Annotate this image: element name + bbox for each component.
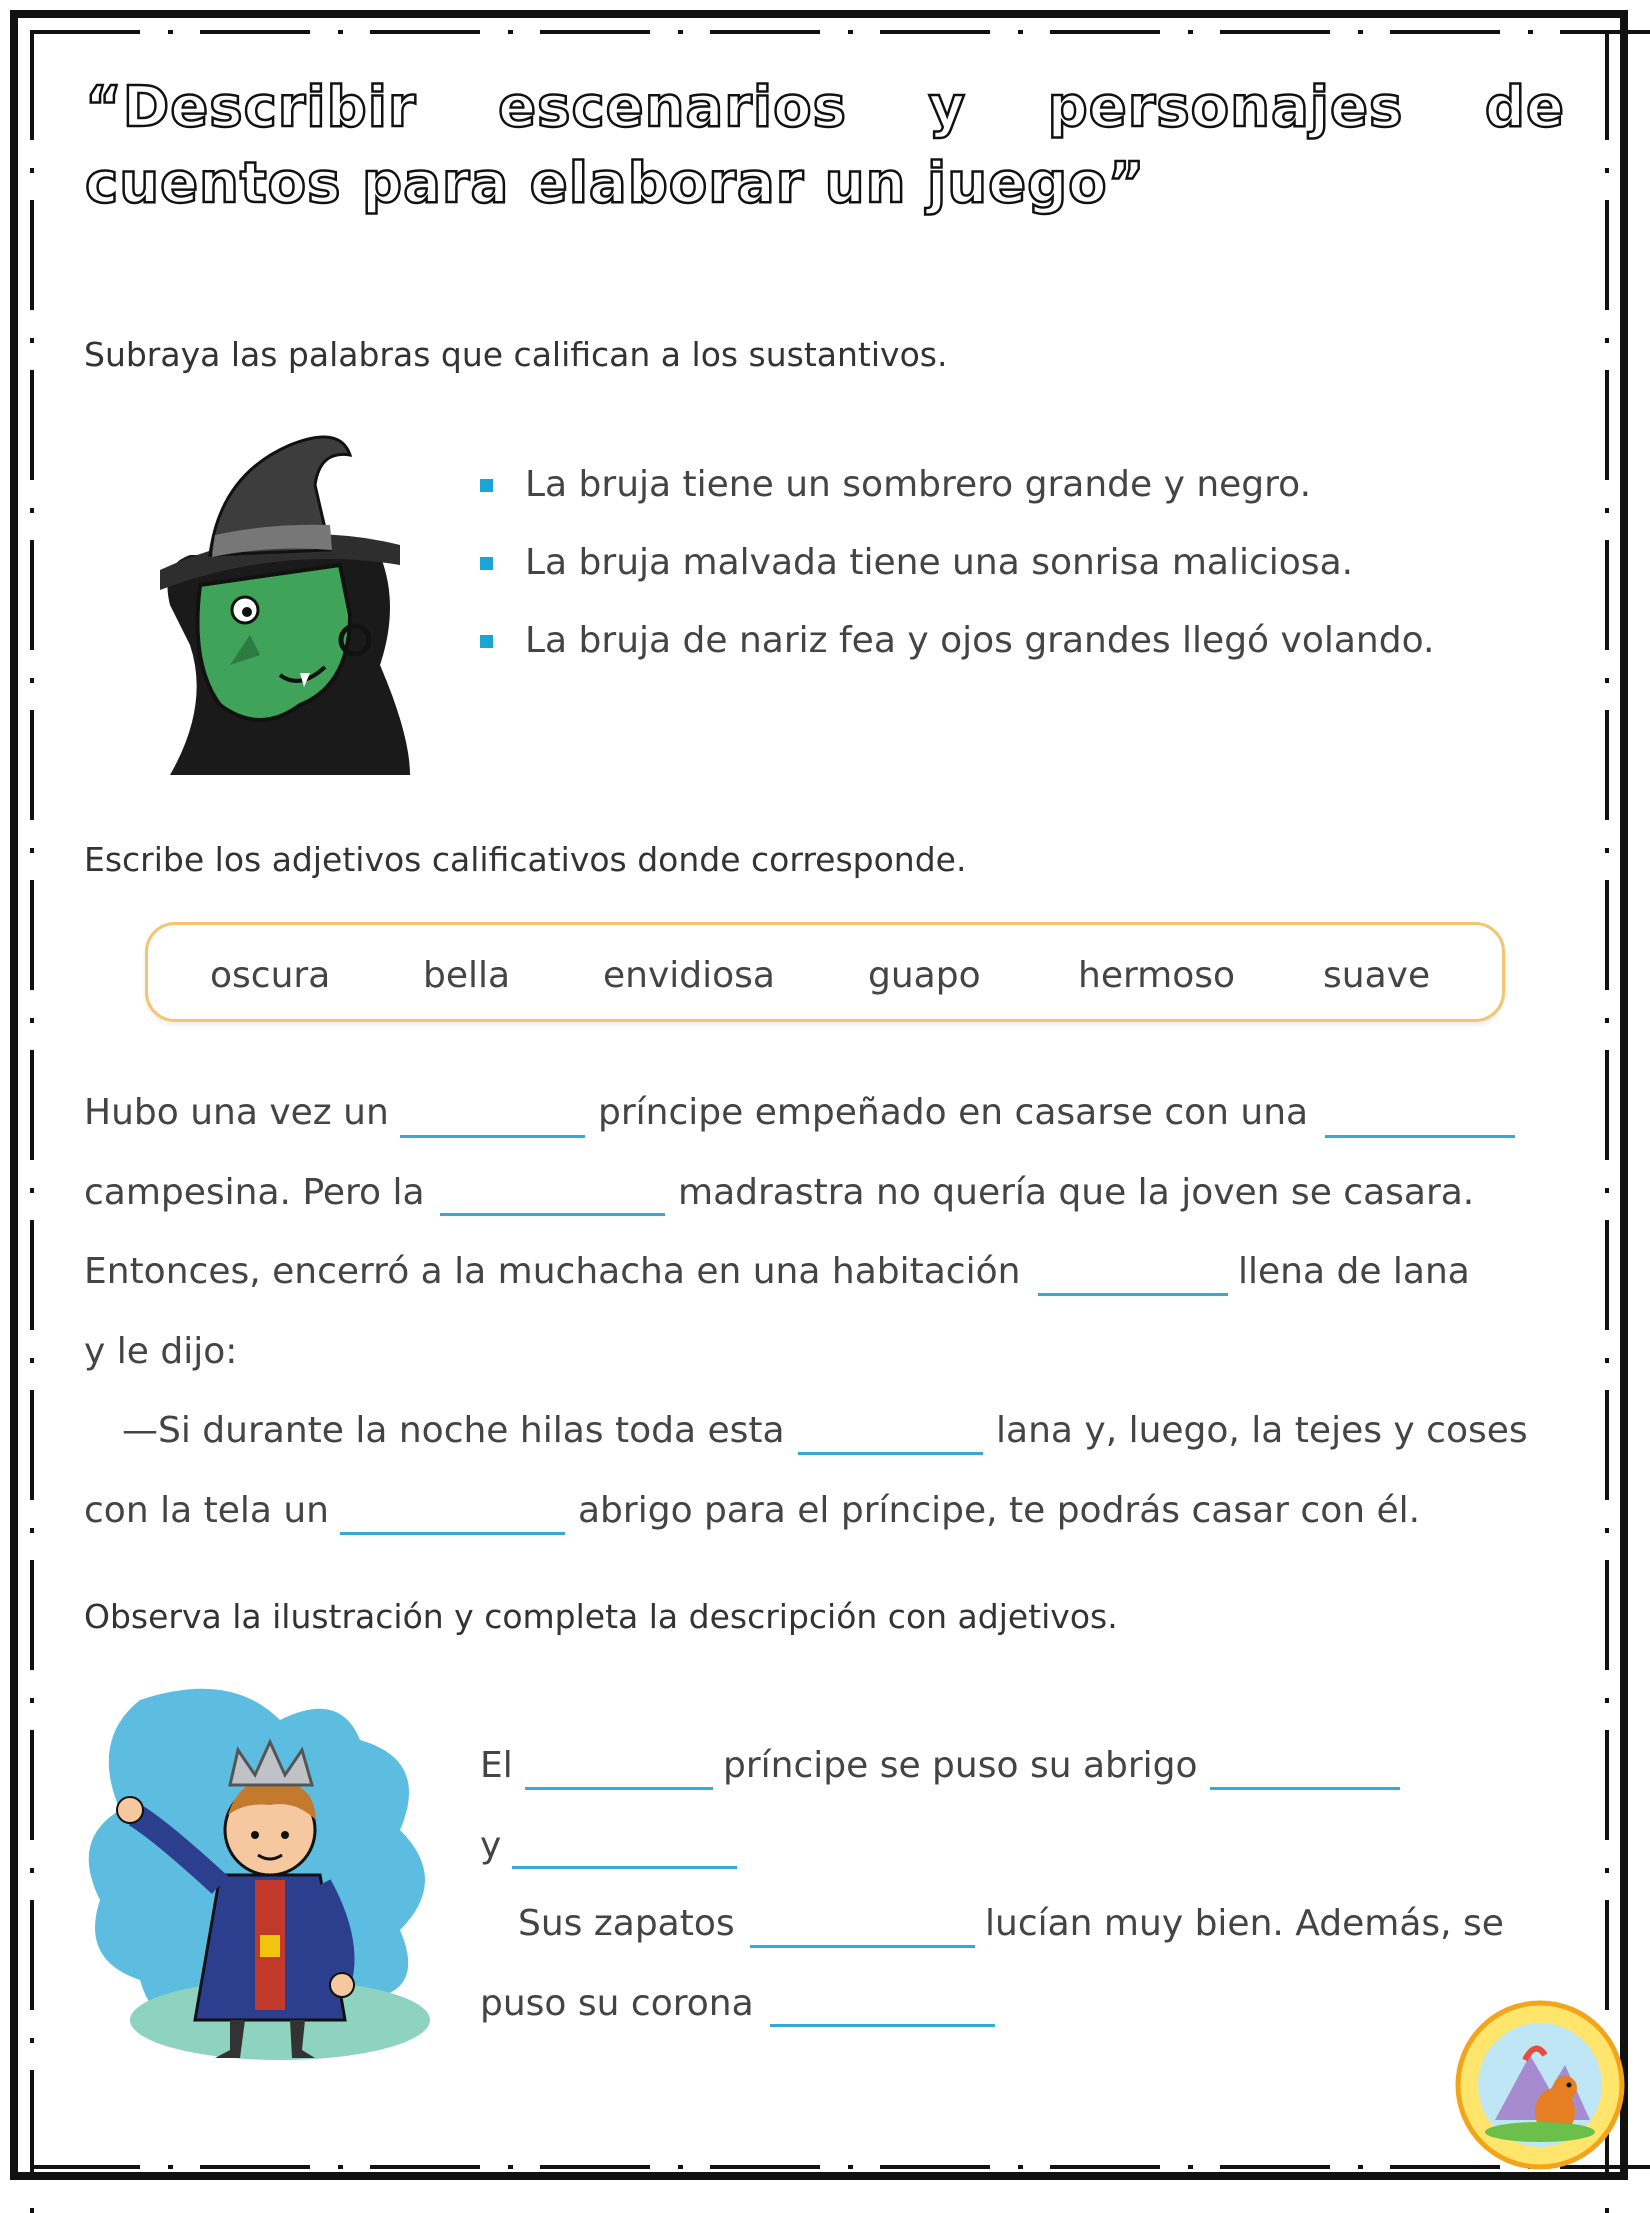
frame-dash [1605,1528,1609,1533]
frame-dash [370,30,480,34]
word-bank-item: envidiosa [603,955,775,996]
witch-sentence: La bruja tiene un sombrero grande y negro. [480,455,1434,533]
frame-dash [1605,1358,1609,1363]
description-text: lucían muy bien. Además, se [985,1903,1504,1944]
frame-dash [1358,2165,1363,2169]
frame-dash [30,168,34,173]
story-text: príncipe empeñado en casarse con una [598,1092,1309,1133]
frame-dash [30,1188,34,1193]
answer-blank[interactable] [1210,1787,1400,1790]
frame-dash [1390,30,1500,34]
frame-dash [30,2070,34,2180]
witch-sentence: La bruja de nariz fea y ojos grandes llegó volando. [480,611,1434,689]
frame-dash [880,30,990,34]
frame-dash [30,2038,34,2043]
witch-sentence-list [480,455,1434,689]
frame-dash [30,710,34,820]
story-text: campesina. Pero la [84,1172,425,1213]
frame-dash [30,1560,34,1670]
story-text: y le dijo: [84,1331,238,1372]
frame-dash [200,2165,310,2169]
description-text: y [480,1825,502,1866]
frame-dash [1605,1390,1609,1500]
description-text: El [480,1745,513,1786]
answer-blank[interactable] [400,1135,585,1138]
frame-dash [1605,1220,1609,1330]
frame-dash [710,2165,820,2169]
frame-dash [338,2165,343,2169]
frame-dash [1605,508,1609,513]
frame-dash [30,2165,140,2169]
frame-dash [848,30,853,34]
word-bank-item: oscura [210,955,331,996]
frame-dash [1050,2165,1160,2169]
frame-dash [678,2165,683,2169]
frame-dash [30,508,34,513]
answer-blank[interactable] [512,1866,737,1869]
frame-dash [30,678,34,683]
answer-blank[interactable] [340,1532,565,1535]
frame-dash [30,30,140,34]
prince-illustration [80,1680,450,2070]
frame-dash [1605,1900,1609,2010]
frame-dash [1605,1050,1609,1160]
frame-dash [508,2165,513,2169]
description-text: puso su corona [480,1983,754,2024]
frame-dash [30,30,34,140]
word-bank-item: bella [423,955,511,996]
frame-dash [1605,880,1609,990]
frame-dash [370,2165,480,2169]
frame-dash [1358,30,1363,34]
story-text: Hubo una vez un [84,1092,389,1133]
story-text: con la tela un [84,1490,329,1531]
frame-dash [1605,1188,1609,1193]
frame-dash [1605,338,1609,343]
frame-dash [30,2208,34,2213]
frame-dash [1528,30,1533,34]
instruction-describe-illustration: Observa la ilustración y completa la descripción con adjetivos. [84,1597,1118,1636]
story-text: llena de lana [1238,1251,1470,1292]
worksheet-title: “Describir escenarios y personajes de cuentos para elaborar un juego” [85,75,1565,216]
frame-dash [1605,710,1609,820]
frame-dash [30,370,34,480]
frame-dash [168,2165,173,2169]
frame-dash [678,30,683,34]
frame-dash [880,2165,990,2169]
story-text: madrastra no quería que la joven se casara. [678,1172,1475,1213]
story-text: lana y, luego, la tejes y coses [996,1410,1528,1451]
frame-dash [1188,30,1193,34]
frame-dash [1605,540,1609,650]
frame-dash [168,30,173,34]
answer-blank[interactable] [750,1945,975,1948]
answer-blank[interactable] [440,1213,665,1216]
witch-illustration [150,405,420,795]
frame-dash [338,30,343,34]
frame-dash [30,1698,34,1703]
frame-dash [30,1018,34,1023]
frame-dash [540,2165,650,2169]
frame-dash [30,1358,34,1363]
adjective-word-bank [145,922,1505,1022]
frame-dash [1050,30,1160,34]
frame-dash [30,1730,34,1840]
word-bank-item: hermoso [1078,955,1236,996]
frame-dash [848,2165,853,2169]
frame-dash [508,30,513,34]
answer-blank[interactable] [798,1452,983,1455]
word-bank-item: suave [1323,955,1431,996]
frame-dash [1220,30,1330,34]
frame-dash [30,1050,34,1160]
frame-dash [1605,30,1609,140]
story-text: abrigo para el príncipe, te podrás casar con él. [578,1490,1421,1531]
dino-materiales-logo [1455,2000,1625,2170]
frame-dash [1605,1730,1609,1840]
frame-dash [200,30,310,34]
frame-dash [30,1900,34,2010]
frame-dash [1605,1698,1609,1703]
frame-dash [30,1390,34,1500]
description-text: príncipe se puso su abrigo [723,1745,1198,1786]
frame-dash [30,540,34,650]
frame-dash [1018,2165,1023,2169]
frame-dash [30,200,34,310]
frame-dash [710,30,820,34]
answer-blank[interactable] [525,1787,713,1790]
frame-dash [30,1220,34,1330]
frame-dash [1605,848,1609,853]
instruction-underline: Subraya las palabras que califican a los sustantivos. [84,335,948,374]
frame-dash [1605,370,1609,480]
story-text: Entonces, encerró a la muchacha en una habitación [84,1251,1021,1292]
word-bank-item: guapo [868,955,981,996]
frame-dash [1605,1018,1609,1023]
frame-dash [30,1528,34,1533]
witch-sentence: La bruja malvada tiene una sonrisa maliciosa. [480,533,1434,611]
frame-dash [1018,30,1023,34]
description-text: Sus zapatos [518,1903,735,1944]
answer-blank[interactable] [1038,1293,1228,1296]
frame-dash [1605,168,1609,173]
frame-dash [540,30,650,34]
frame-dash [30,338,34,343]
frame-dash [30,1868,34,1873]
story-text: —Si durante la noche hilas toda esta [122,1410,785,1451]
frame-dash [1605,678,1609,683]
frame-dash [1605,1868,1609,1873]
frame-dash [1605,1560,1609,1670]
frame-dash [1605,200,1609,310]
answer-blank[interactable] [1325,1135,1515,1138]
instruction-write-adjectives: Escribe los adjetivos calificativos donde corresponde. [84,840,967,879]
frame-dash [30,880,34,990]
answer-blank[interactable] [770,2024,995,2027]
frame-dash [30,848,34,853]
frame-dash [1220,2165,1330,2169]
frame-dash [1605,2208,1609,2213]
frame-dash [1188,2165,1193,2169]
